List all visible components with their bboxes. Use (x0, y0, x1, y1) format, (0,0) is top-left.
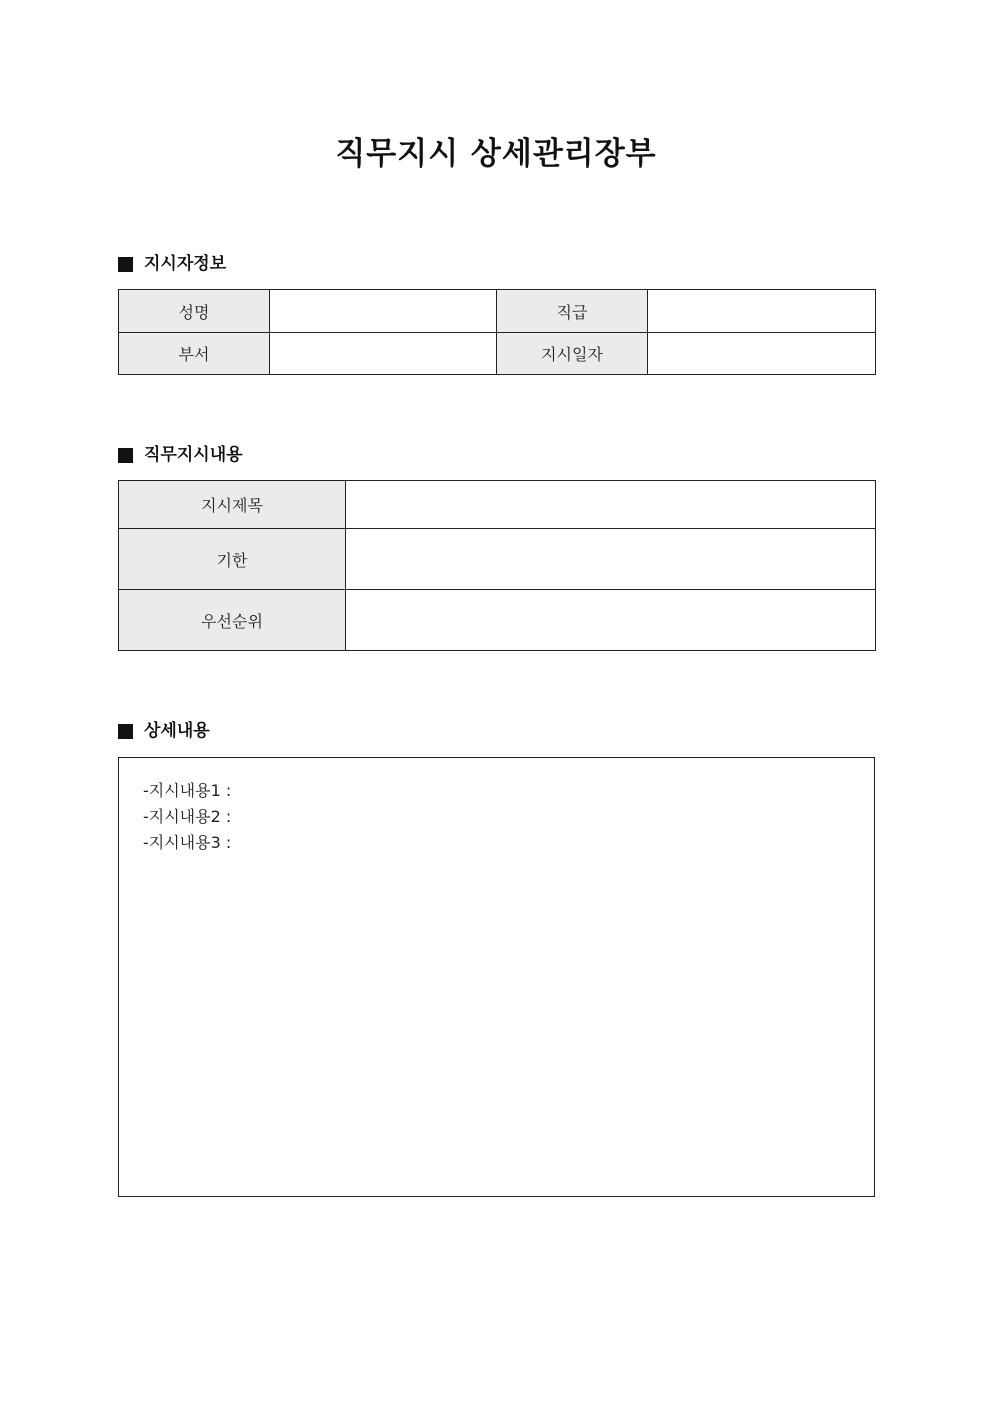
table-row (119, 529, 876, 590)
department-label: 부서 (119, 333, 270, 375)
detail-lines (143, 778, 231, 856)
deadline-field[interactable] (346, 529, 876, 590)
name-field[interactable] (270, 290, 497, 333)
detail-line-3: -지시내용3 : (143, 833, 232, 852)
priority-label: 우선순위 (119, 590, 346, 651)
name-label: 성명 (119, 290, 270, 333)
detail-content-box[interactable] (118, 757, 875, 1197)
issuer-info-table (118, 289, 876, 375)
issuer-section-title: 지시자정보 (144, 254, 227, 274)
instruction-section-heading (118, 442, 243, 468)
instruction-section-title: 직무지시내용 (144, 445, 243, 465)
table-row (119, 590, 876, 651)
detail-line-1: -지시내용1 : (143, 781, 232, 800)
instruction-title-field[interactable] (346, 481, 876, 529)
priority-field[interactable] (346, 590, 876, 651)
table-row (119, 290, 876, 333)
square-bullet-icon (118, 257, 133, 272)
date-label: 지시일자 (497, 333, 648, 375)
table-row (119, 481, 876, 529)
rank-label: 직급 (497, 290, 648, 333)
table-row (119, 333, 876, 375)
date-field[interactable] (648, 333, 876, 375)
square-bullet-icon (118, 448, 133, 463)
issuer-section-heading (118, 251, 226, 277)
rank-field[interactable] (648, 290, 876, 333)
instruction-title-label: 지시제목 (119, 481, 346, 529)
page-title: 직무지시 상세관리장부 (335, 136, 657, 172)
square-bullet-icon (118, 724, 133, 739)
department-field[interactable] (270, 333, 497, 375)
detail-section-heading (118, 718, 210, 744)
instruction-table (118, 480, 876, 651)
detail-section-title: 상세내용 (144, 721, 210, 741)
detail-line-2: -지시내용2 : (143, 807, 232, 826)
deadline-label: 기한 (119, 529, 346, 590)
